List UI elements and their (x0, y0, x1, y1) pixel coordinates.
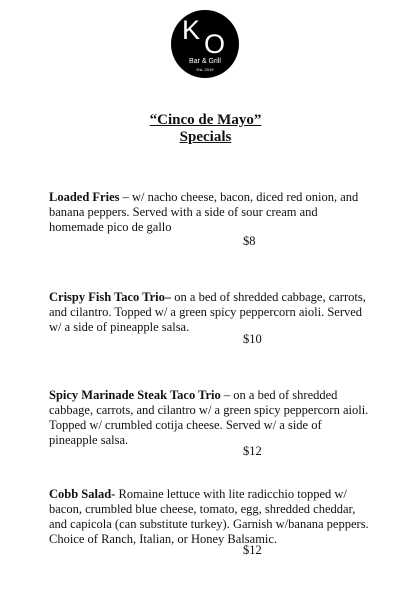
restaurant-logo (171, 10, 239, 78)
title-line-2: Specials (179, 129, 232, 145)
menu-item-fish-taco (49, 290, 373, 335)
item-price: $8 (243, 234, 256, 248)
item-price: $10 (243, 332, 262, 346)
item-name: Cobb Salad- (49, 487, 116, 501)
item-price: $12 (243, 543, 262, 557)
logo-subtitle: Bar & Grill (189, 58, 221, 65)
item-description: – on a bed of shredded cabbage, carrots, and cilantro w/ a green spicy peppercorn aioli. Topped w/ crumbled cotija cheese. Served w/ a side of pineapple salsa. (49, 388, 369, 447)
page-title (0, 112, 411, 146)
menu-item-cobb-salad (49, 487, 373, 547)
item-description: – w/ nacho cheese, bacon, diced red onion, and banana peppers. Served with a side of sour cream and homemade pico de gallo (49, 190, 359, 234)
title-line-1: “Cinco de Mayo” (149, 112, 262, 128)
item-price: $12 (243, 444, 262, 458)
item-name: Loaded Fries (49, 190, 120, 204)
menu-item-steak-taco (49, 388, 373, 448)
item-description: on a bed of shredded cabbage, carrots, and cilantro. Topped w/ a green spicy peppercorn aioli. Served w/ a side of pineapple salsa. (49, 290, 366, 334)
logo-established: Est. 2019 (196, 67, 214, 72)
item-description: Romaine lettuce with lite radicchio topped w/ bacon, crumbled blue cheese, tomato, egg, shredded cheddar, and capicola (can substitute turkey). Garnish w/banana peppers. Choice of Ranch, Italian, or Honey Balsamic. (49, 487, 369, 546)
logo-letter-k: K (182, 15, 201, 45)
item-name: Crispy Fish Taco Trio– (49, 290, 172, 304)
item-name: Spicy Marinade Steak Taco Trio (49, 388, 221, 402)
menu-item-loaded-fries (49, 190, 373, 235)
logo-letter-o: O (204, 29, 226, 59)
